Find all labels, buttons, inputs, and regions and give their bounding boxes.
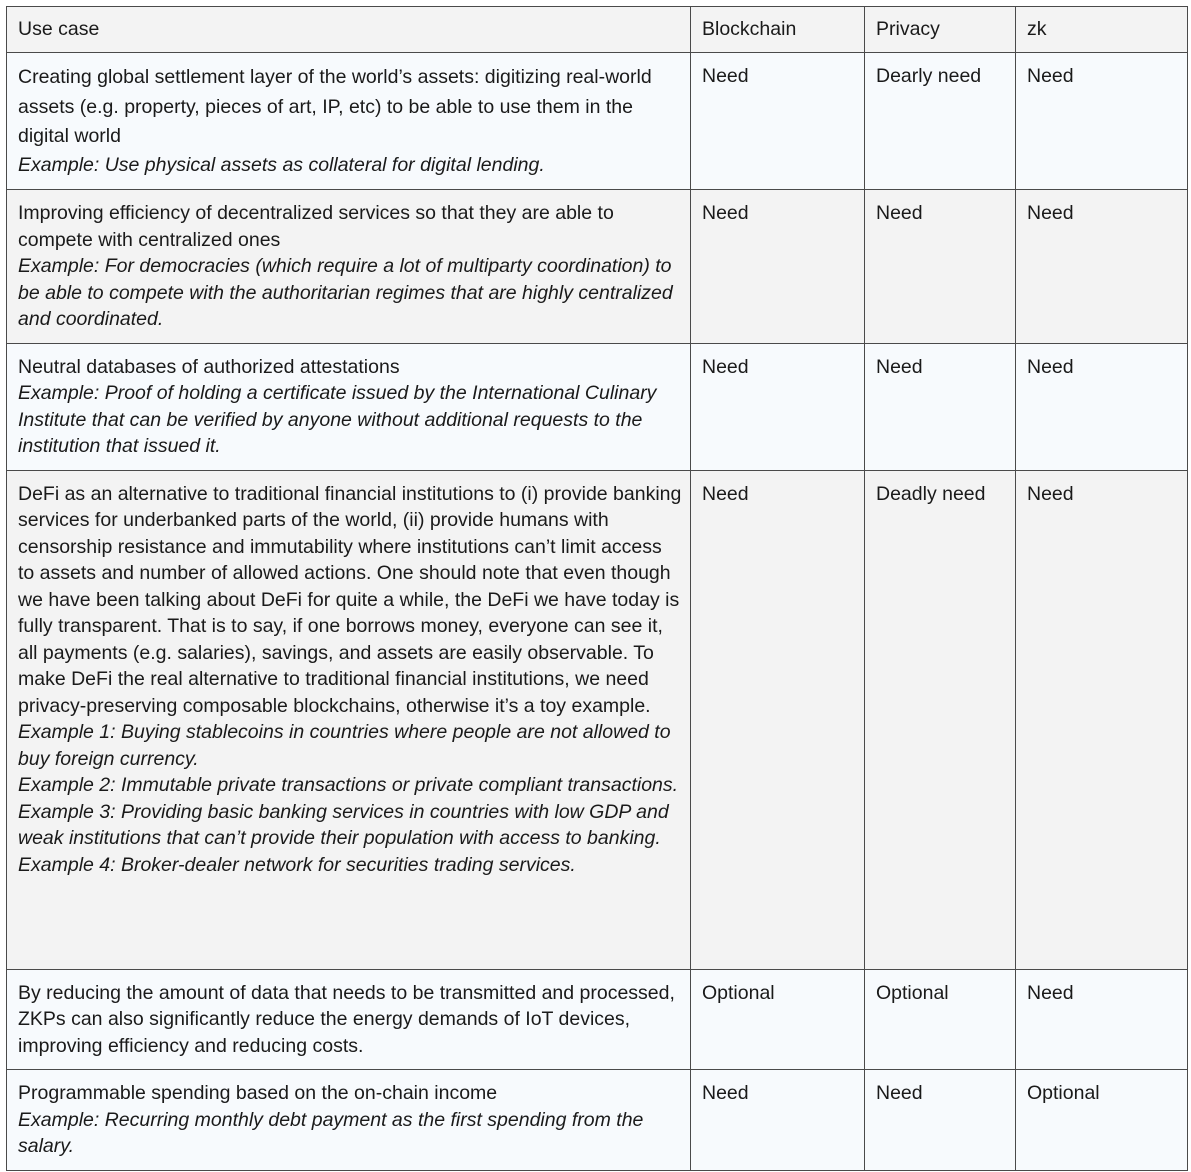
use-case-cell [7, 343, 691, 470]
table-row [7, 470, 1188, 969]
use-case-example: Example 1: Buying stablecoins in countries where people are not allowed to buy foreign currency. [18, 721, 671, 770]
use-case-description: DeFi as an alternative to traditional financial institutions to (i) provide banking services for underbanked parts of the world, (ii) provide humans with censorship resistance and immutability where institutions can’t limit access to assets and number of allowed actions. One should note that even though we have been talking about DeFi for quite a while, the DeFi we have today is fully transparent. That is to say, if one borrows money, everyone can see it, all payments (e.g. salaries), savings, and assets are easily observable. To make DeFi the real alternative to traditional financial institutions, we need privacy-preserving composable blockchains, otherwise it’s a toy example. [18, 482, 682, 717]
use-case-example: Example 2: Immutable private transactions or private compliant transactions. [18, 774, 679, 796]
table-row [7, 1070, 1188, 1171]
use-case-table [6, 6, 1188, 1171]
use-case-description: Creating global settlement layer of the world’s assets: digitizing real-world assets (e.g. property, pieces of art, IP, etc) to be able to use them in the digital world [18, 66, 652, 147]
zk-value: Need [1016, 969, 1188, 1070]
blockchain-value: Need [691, 1070, 865, 1171]
use-case-description: Programmable spending based on the on-chain income [18, 1082, 498, 1104]
zk-value: Need [1016, 53, 1188, 190]
privacy-value: Need [865, 1070, 1016, 1171]
use-case-description: By reducing the amount of data that needs to be transmitted and processed, ZKPs can also significantly reduce the energy demands of IoT devices, improving efficiency and reducing costs. [18, 981, 675, 1057]
blockchain-value: Need [691, 190, 865, 344]
blockchain-value: Need [691, 343, 865, 470]
table-row [7, 969, 1188, 1070]
header-use-case: Use case [7, 7, 691, 53]
use-case-description: Neutral databases of authorized attestations [18, 355, 400, 378]
header-row [7, 7, 1188, 53]
use-case-example: Example 4: Broker-dealer network for securities trading services. [18, 853, 576, 876]
use-case-cell [7, 53, 691, 190]
use-case-example: Example: Recurring monthly debt payment as the first spending from the salary. [18, 1108, 644, 1157]
privacy-value: Dearly need [865, 53, 1016, 190]
header-privacy: Privacy [865, 7, 1016, 53]
header-blockchain: Blockchain [691, 7, 865, 53]
table-row [7, 343, 1188, 470]
table-row [7, 53, 1188, 190]
zk-value: Need [1016, 470, 1188, 969]
use-case-cell [7, 1070, 691, 1171]
use-case-example: Example: For democracies (which require a lot of multiparty coordination) to be able to compete with the authoritarian regimes that are highly centralized and coordinated. [18, 255, 673, 330]
zk-value: Optional [1016, 1070, 1188, 1171]
use-case-cell [7, 470, 691, 969]
use-case-example: Example 3: Providing basic banking services in countries with low GDP and weak institutions that can’t provide their population with access to banking. [18, 800, 669, 849]
privacy-value: Deadly need [865, 470, 1016, 969]
use-case-example: Example: Proof of holding a certificate issued by the International Culinary Institute that can be verified by anyone without additional requests to the institution that issued it. [18, 382, 657, 457]
zk-value: Need [1016, 343, 1188, 470]
table-row [7, 190, 1188, 344]
blockchain-value: Optional [691, 969, 865, 1070]
use-case-cell [7, 969, 691, 1070]
blockchain-value: Need [691, 53, 865, 190]
privacy-value: Need [865, 190, 1016, 344]
use-case-description: Improving efficiency of decentralized services so that they are able to compete with centralized ones [18, 202, 614, 251]
use-case-example: Example: Use physical assets as collateral for digital lending. [18, 153, 545, 176]
privacy-value: Optional [865, 969, 1016, 1070]
use-case-cell [7, 190, 691, 344]
blockchain-value: Need [691, 470, 865, 969]
privacy-value: Need [865, 343, 1016, 470]
header-zk: zk [1016, 7, 1188, 53]
zk-value: Need [1016, 190, 1188, 344]
